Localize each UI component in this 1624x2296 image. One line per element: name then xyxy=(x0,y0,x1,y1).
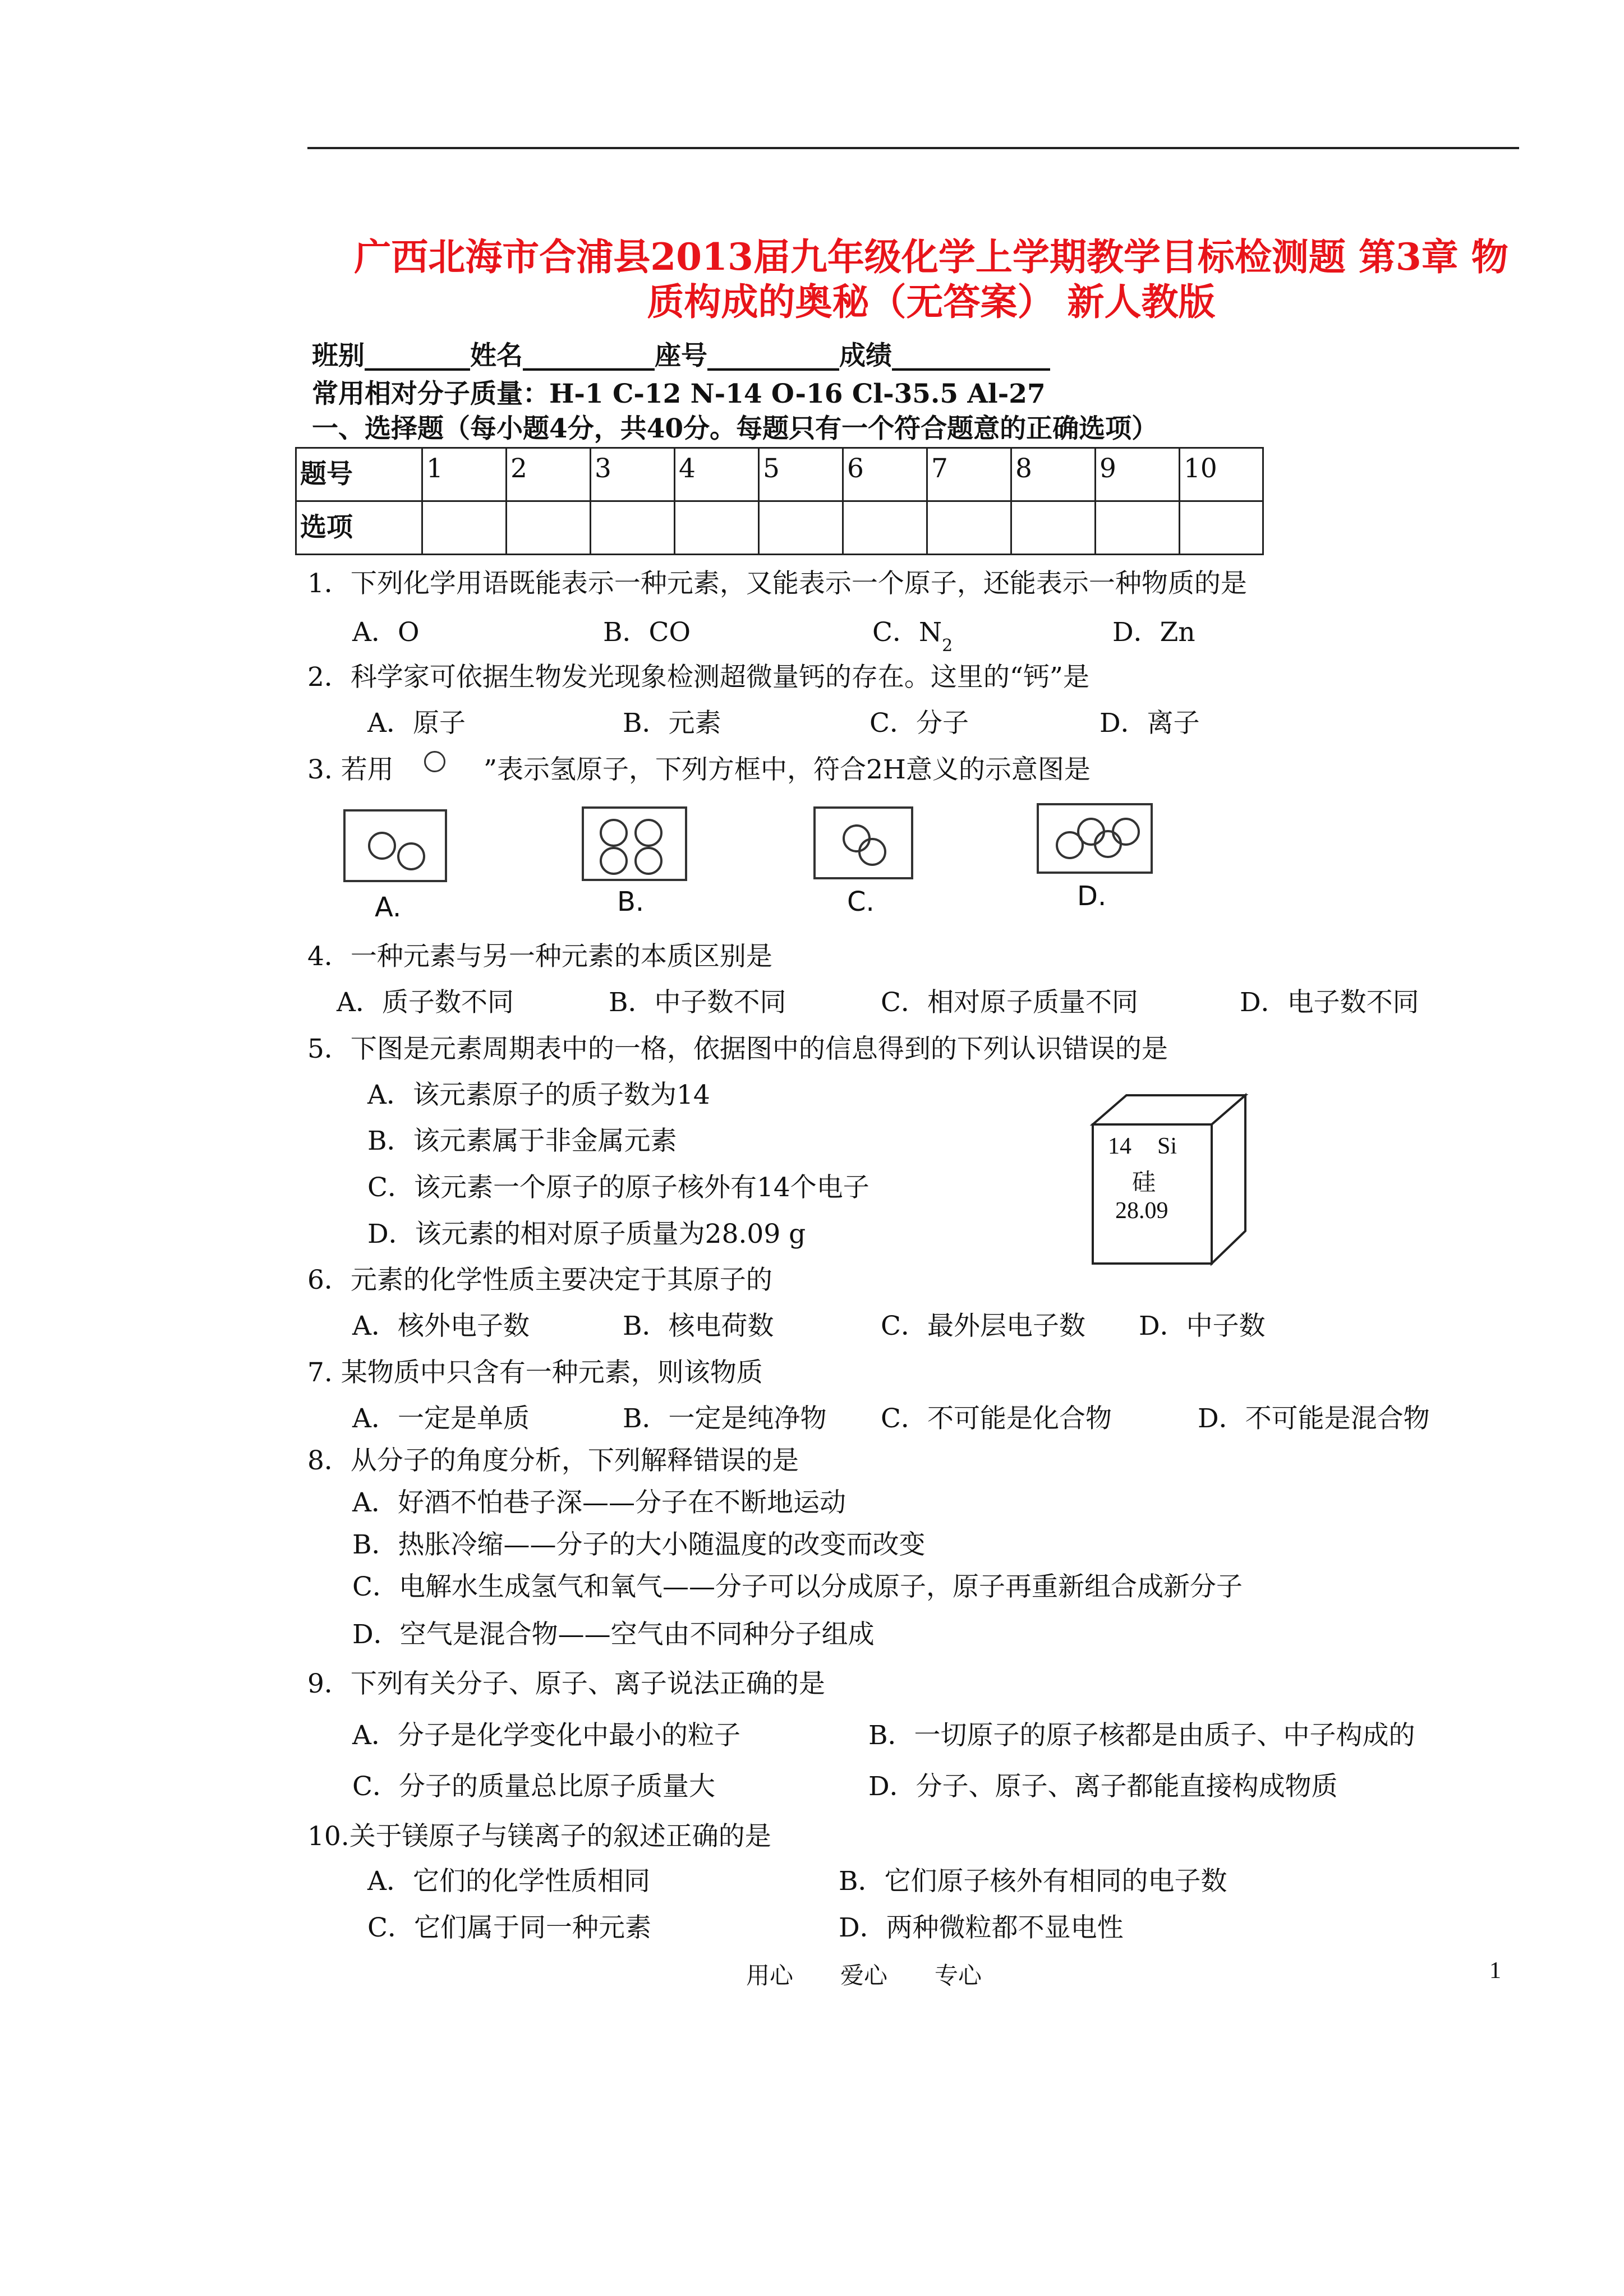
q9-option-d: D．分子、原子、离子都能直接构成物质 xyxy=(868,1771,1338,1802)
figure-a-label: A. xyxy=(375,892,402,923)
q1-option-d: D．Zn xyxy=(1112,617,1195,648)
q8-option-d: D．空气是混合物——空气由不同种分子组成 xyxy=(352,1619,875,1650)
figure-a-box xyxy=(343,809,447,882)
q6-stem: 6．元素的化学性质主要决定于其原子的 xyxy=(307,1265,772,1295)
atom-circle xyxy=(397,842,425,870)
atom-circle xyxy=(600,819,628,847)
q3-stem-pre: 3. 若用 xyxy=(307,754,394,785)
q5-stem: 5．下图是元素周期表中的一格，依据图中的信息得到的下列认识错误的是 xyxy=(307,1034,1168,1064)
q6-option-c: C．最外层电子数 xyxy=(881,1311,1085,1341)
q4-option-d: D．电子数不同 xyxy=(1240,987,1419,1018)
table-number: 3 xyxy=(591,448,675,501)
figure-b-box xyxy=(582,806,687,881)
q1-stem: 1．下列化学用语既能表示一种元素，又能表示一个原子，还能表示一种物质的是 xyxy=(307,568,1247,599)
table-header-label: 题号 xyxy=(296,448,422,501)
title-line-1: 广西北海市合浦县2013届九年级化学上学期教学目标检测题 第3章 物 xyxy=(354,235,1508,279)
table-answer-label: 选项 xyxy=(296,501,422,555)
atom-circle xyxy=(634,819,663,847)
element-name: 硅 xyxy=(1132,1168,1156,1196)
answer-cell[interactable] xyxy=(1011,501,1096,555)
table-number: 6 xyxy=(843,448,927,501)
q2-option-a: A．原子 xyxy=(367,708,466,739)
q1-option-a: A．O xyxy=(352,617,420,648)
q4-option-b: B．中子数不同 xyxy=(609,987,786,1018)
figure-c-box xyxy=(813,806,913,879)
q10-option-a: A．它们的化学性质相同 xyxy=(367,1866,650,1897)
hydrogen-atom-icon xyxy=(424,751,445,772)
q8-option-c: C．电解水生成氢气和氧气——分子可以分成原子，原子再重新组合成新分子 xyxy=(352,1571,1243,1602)
q2-option-d: D．离子 xyxy=(1099,708,1200,739)
q1-option-b: B．CO xyxy=(603,617,691,648)
q8-option-a: A．好酒不怕巷子深——分子在不断地运动 xyxy=(352,1487,846,1518)
atom-circle xyxy=(858,838,886,866)
answer-cell[interactable] xyxy=(591,501,675,555)
q5-option-d: D．该元素的相对原子质量为28.09 g xyxy=(367,1219,806,1250)
q5-option-a: A．该元素原子的质子数为14 xyxy=(367,1080,710,1110)
q7-option-b: B．一定是纯净物 xyxy=(623,1403,827,1434)
q1-option-c-text: C．N xyxy=(872,617,942,648)
answer-table xyxy=(295,447,1264,555)
q1-option-c-subscript: 2 xyxy=(942,636,953,656)
relative-mass-line: 常用相对分子质量：H-1 C-12 N-14 O-16 Cl-35.5 Al-27 xyxy=(312,379,1046,409)
page-number: 1 xyxy=(1489,1958,1501,1984)
figure-b-label: B. xyxy=(617,886,645,918)
q4-option-a: A．质子数不同 xyxy=(337,987,514,1018)
table-number: 5 xyxy=(759,448,843,501)
figure-d-label: D. xyxy=(1077,880,1107,912)
q7-stem: 7. 某物质中只含有一种元素，则该物质 xyxy=(307,1357,763,1388)
atom-circle xyxy=(368,832,396,860)
header-rule xyxy=(307,147,1519,149)
q1-option-c xyxy=(872,611,953,656)
q5-option-b: B．该元素属于非金属元素 xyxy=(367,1126,677,1156)
atom-circle xyxy=(634,847,663,875)
table-number: 7 xyxy=(927,448,1011,501)
element-symbol: Si xyxy=(1157,1133,1177,1159)
answer-table-answer-row xyxy=(296,501,1263,555)
periodic-table-cell xyxy=(1088,1091,1257,1270)
table-number: 2 xyxy=(507,448,591,501)
answer-cell[interactable] xyxy=(675,501,759,555)
figure-d-box xyxy=(1037,803,1153,874)
q10-option-c: C．它们属于同一种元素 xyxy=(367,1912,651,1943)
table-number: 10 xyxy=(1180,448,1263,501)
q6-option-a: A．核外电子数 xyxy=(352,1311,530,1341)
table-number: 4 xyxy=(675,448,759,501)
answer-cell[interactable] xyxy=(1096,501,1180,555)
table-number: 1 xyxy=(422,448,507,501)
table-number: 9 xyxy=(1096,448,1180,501)
q10-stem: 10.关于镁原子与镁离子的叙述正确的是 xyxy=(307,1821,771,1852)
q7-option-a: A．一定是单质 xyxy=(352,1403,530,1434)
student-info-line: 班别________姓名__________座号__________成绩____________ xyxy=(312,340,1050,371)
footer-motto: 用心 爱心 专心 xyxy=(746,1962,982,1989)
q9-option-c: C．分子的质量总比原子质量大 xyxy=(352,1771,715,1802)
answer-cell[interactable] xyxy=(507,501,591,555)
q4-stem: 4．一种元素与另一种元素的本质区别是 xyxy=(307,941,772,972)
q9-option-a: A．分子是化学变化中最小的粒子 xyxy=(352,1720,740,1751)
q2-stem: 2．科学家可依据生物发光现象检测超微量钙的存在。这里的“钙”是 xyxy=(307,662,1089,693)
element-number: 14 xyxy=(1108,1133,1131,1159)
table-number: 8 xyxy=(1011,448,1096,501)
q2-option-b: B．元素 xyxy=(623,708,721,739)
q6-option-d: D．中子数 xyxy=(1139,1311,1266,1341)
q10-option-b: B．它们原子核外有相同的电子数 xyxy=(839,1866,1227,1897)
q7-option-d: D．不可能是混合物 xyxy=(1198,1403,1430,1434)
q2-option-c: C．分子 xyxy=(869,708,969,739)
q4-option-c: C．相对原子质量不同 xyxy=(881,987,1138,1018)
q7-option-c: C．不可能是化合物 xyxy=(881,1403,1112,1434)
answer-cell[interactable] xyxy=(927,501,1011,555)
atom-circle xyxy=(600,847,628,875)
answer-cell[interactable] xyxy=(759,501,843,555)
title-line-2: 质构成的奥秘（无答案） 新人教版 xyxy=(647,280,1216,324)
q9-stem: 9．下列有关分子、原子、离子说法正确的是 xyxy=(307,1668,825,1699)
answer-cell[interactable] xyxy=(422,501,507,555)
figure-c-label: C. xyxy=(847,886,875,918)
q10-option-d: D．两种微粒都不显电性 xyxy=(839,1912,1124,1943)
answer-table-header-row xyxy=(296,448,1263,501)
cube-side-face xyxy=(1212,1095,1245,1264)
q5-option-c: C．该元素一个原子的原子核外有14个电子 xyxy=(367,1172,869,1203)
section-heading: 一、选择题（每小题4分，共40分。每题只有一个符合题意的正确选项） xyxy=(312,413,1158,444)
element-mass: 28.09 xyxy=(1115,1198,1168,1224)
answer-cell[interactable] xyxy=(843,501,927,555)
q3-stem-post: ”表示氢原子，下列方框中，符合2H意义的示意图是 xyxy=(484,754,1091,785)
answer-cell[interactable] xyxy=(1180,501,1263,555)
q6-option-b: B．核电荷数 xyxy=(623,1311,774,1341)
q8-option-b: B．热胀冷缩——分子的大小随温度的改变而改变 xyxy=(352,1529,926,1560)
q9-option-b: B．一切原子的原子核都是由质子、中子构成的 xyxy=(868,1720,1415,1751)
q8-stem: 8．从分子的角度分析，下列解释错误的是 xyxy=(307,1445,799,1476)
atom-circle xyxy=(1112,818,1140,846)
